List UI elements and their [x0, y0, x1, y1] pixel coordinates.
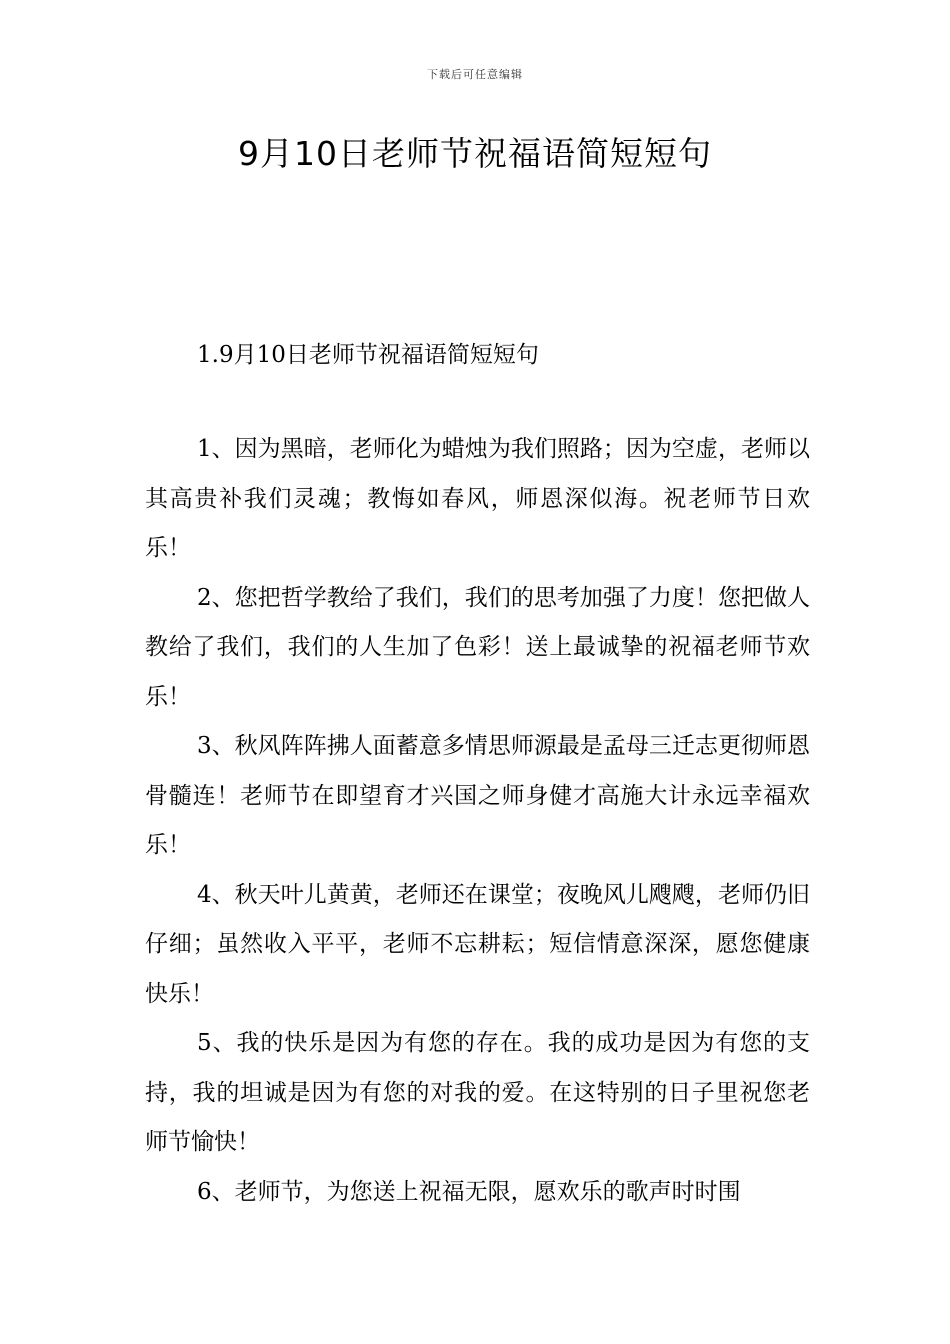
paragraph-4: 4、秋天叶儿黄黄，老师还在课堂；夜晚风儿飕飕，老师仍旧仔细；虽然收入平平，老师不忘耕耘；短信情意深深，愿您健康快乐！ — [145, 881, 810, 1007]
paragraph-6: 6、老师节，为您送上祝福无限，愿欢乐的歌声时时围 — [197, 1178, 741, 1205]
paragraph-5: 5、我的快乐是因为有您的存在。我的成功是因为有您的支持，我的坦诚是因为有您的对我的爱。在这特别的日子里祝您老师节愉快！ — [145, 1030, 810, 1155]
paragraph-1: 1、因为黑暗，老师化为蜡烛为我们照路；因为空虚，老师以其高贵补我们灵魂；教悔如春风，师恩深似海。祝老师节日欢乐！ — [145, 436, 810, 561]
header-note: 下载后可任意编辑 — [427, 68, 523, 81]
section-heading: 1.9月10日老师节祝福语简短短句 — [197, 342, 539, 368]
document-title: 9月10日老师节祝福语简短短句 — [238, 134, 712, 173]
paragraph-2: 2、您把哲学教给了我们，我们的思考加强了力度！您把做人教给了我们，我们的人生加了色彩！送上最诚挚的祝福老师节欢乐！ — [145, 584, 810, 710]
paragraph-3: 3、秋风阵阵拂人面蓄意多情思师源最是孟母三迁志更彻师恩骨髓连！老师节在即望育才兴国之师身健才高施大计永远幸福欢乐！ — [145, 733, 810, 858]
paragraph-list — [145, 425, 810, 1217]
